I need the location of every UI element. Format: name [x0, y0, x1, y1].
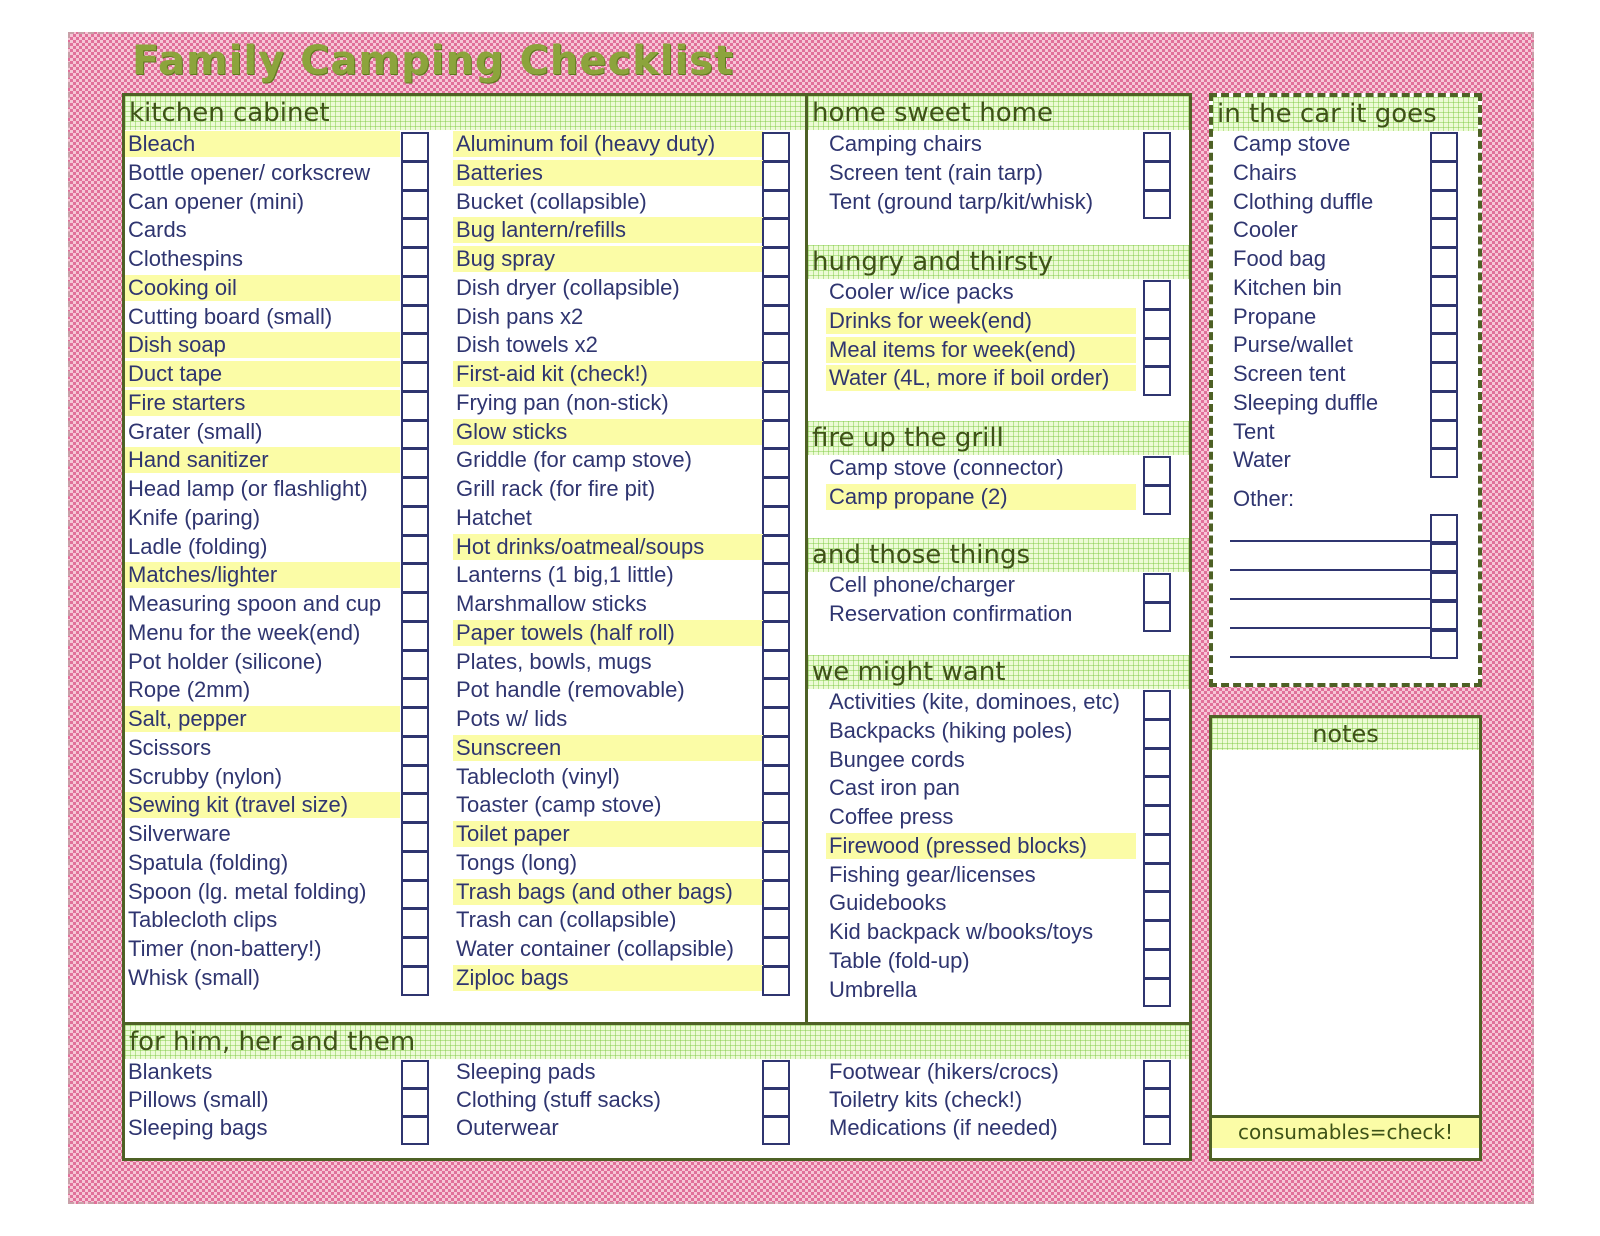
- item-checkbox[interactable]: [1143, 338, 1171, 368]
- checklist-item: Bucket (collapsible): [456, 188, 647, 214]
- header-personal: for him, her and them: [125, 1025, 1189, 1059]
- item-checkbox[interactable]: [401, 420, 429, 450]
- checklist-item: Can opener (mini): [128, 188, 305, 214]
- other-line: [1230, 656, 1430, 658]
- item-checkbox[interactable]: [401, 218, 429, 248]
- checklist-item: Water container (collapsible): [456, 936, 734, 961]
- checklist-item: Tablecloth clips: [128, 907, 278, 933]
- item-checkbox[interactable]: [1143, 776, 1171, 806]
- item-checkbox[interactable]: [401, 1060, 429, 1089]
- item-checkbox[interactable]: [401, 190, 429, 220]
- checklist-item: Matches/lighter: [125, 562, 400, 588]
- item-checkbox[interactable]: [1143, 978, 1171, 1008]
- checklist-item: Table (fold-up): [829, 947, 970, 973]
- item-checkbox[interactable]: [401, 851, 429, 881]
- checklist-item: Clothing duffle: [1233, 188, 1374, 214]
- checklist-item: Clothespins: [128, 246, 243, 271]
- checklist-item: Sunscreen: [453, 735, 763, 761]
- item-checkbox[interactable]: [401, 937, 429, 967]
- checklist-item: Tent: [1233, 418, 1275, 444]
- item-checkbox[interactable]: [762, 650, 790, 680]
- header-grill: fire up the grill: [808, 421, 1189, 455]
- item-checkbox[interactable]: [762, 966, 790, 996]
- checklist-item: Scrubby (nylon): [128, 763, 283, 789]
- item-checkbox[interactable]: [762, 276, 790, 306]
- checklist-item: Screen tent: [1233, 361, 1346, 386]
- checklist-item: Fishing gear/licenses: [829, 861, 1036, 887]
- checklist-item: Menu for the week(end): [128, 619, 361, 645]
- checklist-item: Water (4L, more if boil order): [826, 365, 1136, 391]
- checklist-item: Bottle opener/ corkscrew: [128, 159, 371, 185]
- checklist-item: Griddle (for camp stove): [456, 447, 692, 473]
- item-checkbox[interactable]: [1143, 573, 1171, 603]
- checklist-item: Measuring spoon and cup: [128, 591, 382, 616]
- item-checkbox[interactable]: [1430, 247, 1458, 277]
- other-checkbox[interactable]: [1430, 572, 1458, 601]
- checklist-item: Cast iron pan: [829, 775, 960, 801]
- notes-panel: [1209, 715, 1482, 1161]
- checklist-item: Pillows (small): [128, 1087, 269, 1112]
- item-checkbox[interactable]: [401, 908, 429, 938]
- checklist-item: Paper towels (half roll): [453, 620, 763, 646]
- checklist-item: Head lamp (or flashlight): [128, 476, 368, 501]
- item-checkbox[interactable]: [762, 1088, 790, 1117]
- checklist-item: Cooler: [1233, 217, 1298, 243]
- checklist-item: Activities (kite, dominoes, etc): [829, 689, 1120, 714]
- item-checkbox[interactable]: [401, 391, 429, 421]
- checklist-item: Spoon (lg. metal folding): [128, 878, 367, 904]
- item-checkbox[interactable]: [762, 190, 790, 220]
- checklist-item: Plates, bowls, mugs: [456, 648, 652, 674]
- checklist-item: Pot handle (removable): [456, 677, 685, 703]
- item-checkbox[interactable]: [1430, 448, 1458, 478]
- checklist-item: Medications (if needed): [829, 1115, 1058, 1140]
- checklist-item: Ziploc bags: [453, 965, 763, 991]
- item-checkbox[interactable]: [762, 535, 790, 565]
- item-checkbox[interactable]: [401, 161, 429, 191]
- checklist-item: Tent (ground tarp/kit/whisk): [829, 188, 1094, 214]
- item-checkbox[interactable]: [762, 793, 790, 823]
- item-checkbox[interactable]: [1143, 920, 1171, 950]
- checklist-item: Bug lantern/refills: [453, 217, 763, 243]
- item-checkbox[interactable]: [1143, 456, 1171, 486]
- item-checkbox[interactable]: [1143, 1060, 1171, 1089]
- item-checkbox[interactable]: [762, 880, 790, 910]
- checklist-item: Footwear (hikers/crocs): [829, 1059, 1059, 1084]
- item-checkbox[interactable]: [762, 937, 790, 967]
- other-checkbox[interactable]: [1430, 630, 1458, 659]
- checklist-item: Sewing kit (travel size): [125, 792, 400, 818]
- item-checkbox[interactable]: [401, 535, 429, 565]
- checklist-item: Whisk (small): [128, 964, 260, 990]
- checklist-item: Lanterns (1 big,1 little): [456, 562, 674, 588]
- item-checkbox[interactable]: [1430, 420, 1458, 450]
- checklist-item: Bungee cords: [829, 746, 965, 772]
- checklist-item: Bug spray: [453, 246, 763, 272]
- checklist-item: Sleeping bags: [128, 1115, 268, 1140]
- item-checkbox[interactable]: [401, 506, 429, 536]
- checklist-item: Meal items for week(end): [826, 337, 1136, 363]
- item-checkbox[interactable]: [762, 391, 790, 421]
- item-checkbox[interactable]: [762, 477, 790, 507]
- item-checkbox[interactable]: [1143, 602, 1171, 632]
- item-checkbox[interactable]: [1143, 366, 1171, 396]
- checklist-item: Batteries: [453, 160, 763, 186]
- item-checkbox[interactable]: [401, 362, 429, 392]
- checklist-item: Trash bags (and other bags): [453, 879, 763, 905]
- item-checkbox[interactable]: [762, 765, 790, 795]
- checklist-item: Propane: [1233, 303, 1317, 329]
- other-line: [1230, 598, 1430, 600]
- checklist-item: Cards: [128, 217, 187, 243]
- checklist-item: Toaster (camp stove): [456, 792, 662, 818]
- item-checkbox[interactable]: [1143, 1116, 1171, 1145]
- other-line: [1230, 569, 1430, 571]
- checklist-item: Sleeping duffle: [1233, 389, 1379, 415]
- checklist-item: Dish dryer (collapsible): [456, 274, 680, 300]
- item-checkbox[interactable]: [762, 678, 790, 708]
- item-checkbox[interactable]: [401, 880, 429, 910]
- other-line: [1230, 627, 1430, 629]
- car-other-label: Other:: [1233, 486, 1295, 511]
- item-checkbox[interactable]: [762, 1116, 790, 1145]
- header-want: we might want: [808, 655, 1189, 689]
- checklist-item: Kitchen bin: [1233, 274, 1342, 300]
- item-checkbox[interactable]: [401, 477, 429, 507]
- item-checkbox[interactable]: [762, 218, 790, 248]
- header-hungry: hungry and thirsty: [808, 245, 1189, 279]
- checklist-item: Hot drinks/oatmeal/soups: [453, 534, 763, 560]
- checklist-item: Firewood (pressed blocks): [826, 833, 1136, 859]
- checklist-item: Backpacks (hiking poles): [829, 717, 1073, 743]
- checklist-item: Silverware: [128, 821, 231, 846]
- checklist-item: Grill rack (for fire pit): [456, 476, 656, 501]
- item-checkbox[interactable]: [401, 678, 429, 708]
- other-checkbox[interactable]: [1430, 601, 1458, 630]
- item-checkbox[interactable]: [401, 247, 429, 277]
- item-checkbox[interactable]: [762, 621, 790, 651]
- checklist-item: First-aid kit (check!): [453, 361, 763, 387]
- checklist-item: Blankets: [128, 1059, 213, 1084]
- checklist-item: Pots w/ lids: [456, 706, 568, 731]
- item-checkbox[interactable]: [401, 765, 429, 795]
- item-checkbox[interactable]: [762, 851, 790, 881]
- item-checkbox[interactable]: [762, 563, 790, 593]
- checklist-item: Ladle (folding): [128, 533, 268, 559]
- item-checkbox[interactable]: [401, 132, 429, 162]
- item-checkbox[interactable]: [1143, 748, 1171, 778]
- item-checkbox[interactable]: [762, 420, 790, 450]
- checklist-item: Timer (non-battery!): [128, 936, 322, 961]
- item-checkbox[interactable]: [401, 592, 429, 622]
- checklist-item: Toiletry kits (check!): [829, 1087, 1023, 1112]
- item-checkbox[interactable]: [1143, 805, 1171, 835]
- item-checkbox[interactable]: [1143, 891, 1171, 921]
- item-checkbox[interactable]: [762, 822, 790, 852]
- item-checkbox[interactable]: [1430, 218, 1458, 248]
- item-checkbox[interactable]: [1143, 690, 1171, 720]
- item-checkbox[interactable]: [1143, 132, 1171, 162]
- item-checkbox[interactable]: [762, 592, 790, 622]
- checklist-item: Coffee press: [829, 804, 954, 829]
- item-checkbox[interactable]: [1143, 719, 1171, 749]
- item-checkbox[interactable]: [1430, 391, 1458, 421]
- item-checkbox[interactable]: [401, 966, 429, 996]
- checklist-item: Reservation confirmation: [829, 600, 1073, 626]
- item-checkbox[interactable]: [762, 736, 790, 766]
- item-checkbox[interactable]: [762, 333, 790, 363]
- item-checkbox[interactable]: [1143, 863, 1171, 893]
- item-checkbox[interactable]: [1430, 276, 1458, 306]
- item-checkbox[interactable]: [401, 621, 429, 651]
- checklist-item: Umbrella: [829, 976, 918, 1002]
- item-checkbox[interactable]: [762, 1060, 790, 1089]
- checklist-item: Cell phone/charger: [829, 572, 1015, 597]
- checklist-item: Dish towels x2: [456, 332, 598, 358]
- checklist-item: Toilet paper: [453, 821, 763, 847]
- item-checkbox[interactable]: [1430, 333, 1458, 363]
- item-checkbox[interactable]: [762, 305, 790, 335]
- checklist-item: Camping chairs: [829, 131, 982, 156]
- checklist-item: Glow sticks: [453, 419, 763, 445]
- item-checkbox[interactable]: [1143, 190, 1171, 220]
- item-checkbox[interactable]: [1143, 309, 1171, 339]
- item-checkbox[interactable]: [1430, 305, 1458, 335]
- checklist-item: Dish soap: [125, 332, 400, 358]
- checklist-item: Dish pans x2: [456, 303, 584, 329]
- item-checkbox[interactable]: [762, 161, 790, 191]
- checklist-item: Sleeping pads: [456, 1059, 596, 1084]
- item-checkbox[interactable]: [401, 822, 429, 852]
- item-checkbox[interactable]: [762, 707, 790, 737]
- item-checkbox[interactable]: [1143, 834, 1171, 864]
- item-checkbox[interactable]: [401, 563, 429, 593]
- checklist-item: Outerwear: [456, 1115, 559, 1140]
- header-car: in the car it goes: [1213, 97, 1478, 131]
- checklist-item: Knife (paring): [128, 504, 261, 530]
- item-checkbox[interactable]: [1143, 949, 1171, 979]
- checklist-item: Fire starters: [125, 390, 400, 416]
- checklist-item: Frying pan (non-stick): [456, 389, 669, 415]
- other-checkbox[interactable]: [1430, 514, 1458, 543]
- checklist-item: Camp stove (connector): [829, 455, 1064, 480]
- checklist-item: Hatchet: [456, 504, 532, 530]
- checklist-item: Scissors: [128, 734, 212, 760]
- checklist-item: Kid backpack w/books/toys: [829, 919, 1094, 944]
- checklist-item: Drinks for week(end): [826, 308, 1136, 334]
- item-checkbox[interactable]: [762, 506, 790, 536]
- checklist-item: Salt, pepper: [125, 706, 400, 732]
- checklist-item: Camp stove: [1233, 131, 1351, 156]
- checklist-item: Aluminum foil (heavy duty): [453, 131, 763, 157]
- checklist-item: Purse/wallet: [1233, 332, 1353, 358]
- checklist-item: Camp propane (2): [826, 484, 1136, 510]
- checklist-item: Cooler w/ice packs: [829, 279, 1014, 304]
- item-checkbox[interactable]: [762, 362, 790, 392]
- item-checkbox[interactable]: [401, 276, 429, 306]
- checklist-item: Screen tent (rain tarp): [829, 159, 1043, 185]
- item-checkbox[interactable]: [1143, 485, 1171, 515]
- checklist-item: Water: [1233, 447, 1291, 473]
- item-checkbox[interactable]: [762, 132, 790, 162]
- checklist-item: Cutting board (small): [128, 303, 333, 329]
- item-checkbox[interactable]: [401, 1088, 429, 1117]
- item-checkbox[interactable]: [401, 305, 429, 335]
- item-checkbox[interactable]: [401, 793, 429, 823]
- header-things: and those things: [808, 538, 1189, 572]
- checklist-item: Spatula (folding): [128, 849, 289, 875]
- item-checkbox[interactable]: [762, 247, 790, 277]
- item-checkbox[interactable]: [401, 650, 429, 680]
- checklist-item: Hand sanitizer: [125, 447, 400, 473]
- checklist-item: Bleach: [125, 131, 400, 157]
- item-checkbox[interactable]: [1430, 161, 1458, 191]
- checklist-item: Chairs: [1233, 159, 1297, 185]
- checklist-item: Cooking oil: [125, 275, 400, 301]
- notes-header: notes: [1212, 718, 1479, 750]
- checklist-item: Tablecloth (vinyl): [456, 763, 620, 789]
- checklist-item: Guidebooks: [829, 890, 947, 916]
- checklist-item: Clothing (stuff sacks): [456, 1087, 662, 1112]
- item-checkbox[interactable]: [1143, 1088, 1171, 1117]
- item-checkbox[interactable]: [401, 707, 429, 737]
- header-home: home sweet home: [808, 96, 1189, 130]
- item-checkbox[interactable]: [1143, 280, 1171, 310]
- item-checkbox[interactable]: [1430, 190, 1458, 220]
- item-checkbox[interactable]: [762, 448, 790, 478]
- header-kitchen: kitchen cabinet: [125, 96, 805, 130]
- item-checkbox[interactable]: [762, 908, 790, 938]
- item-checkbox[interactable]: [1430, 362, 1458, 392]
- other-line: [1230, 540, 1430, 542]
- page-title: Family Camping Checklist: [132, 38, 735, 84]
- notes-footer: consumables=check!: [1212, 1115, 1479, 1148]
- item-checkbox[interactable]: [1430, 132, 1458, 162]
- item-checkbox[interactable]: [401, 1116, 429, 1145]
- checklist-item: Tongs (long): [456, 849, 578, 875]
- checklist-item: Pot holder (silicone): [128, 648, 323, 674]
- checklist-item: Marshmallow sticks: [456, 591, 647, 616]
- checklist-item: Trash can (collapsible): [456, 907, 677, 933]
- checklist-item: Duct tape: [125, 361, 400, 387]
- item-checkbox[interactable]: [401, 333, 429, 363]
- checklist-item: Food bag: [1233, 246, 1326, 271]
- checklist-item: Grater (small): [128, 418, 263, 444]
- item-checkbox[interactable]: [1143, 161, 1171, 191]
- other-checkbox[interactable]: [1430, 543, 1458, 572]
- item-checkbox[interactable]: [401, 448, 429, 478]
- checklist-item: Rope (2mm): [128, 677, 251, 703]
- item-checkbox[interactable]: [401, 736, 429, 766]
